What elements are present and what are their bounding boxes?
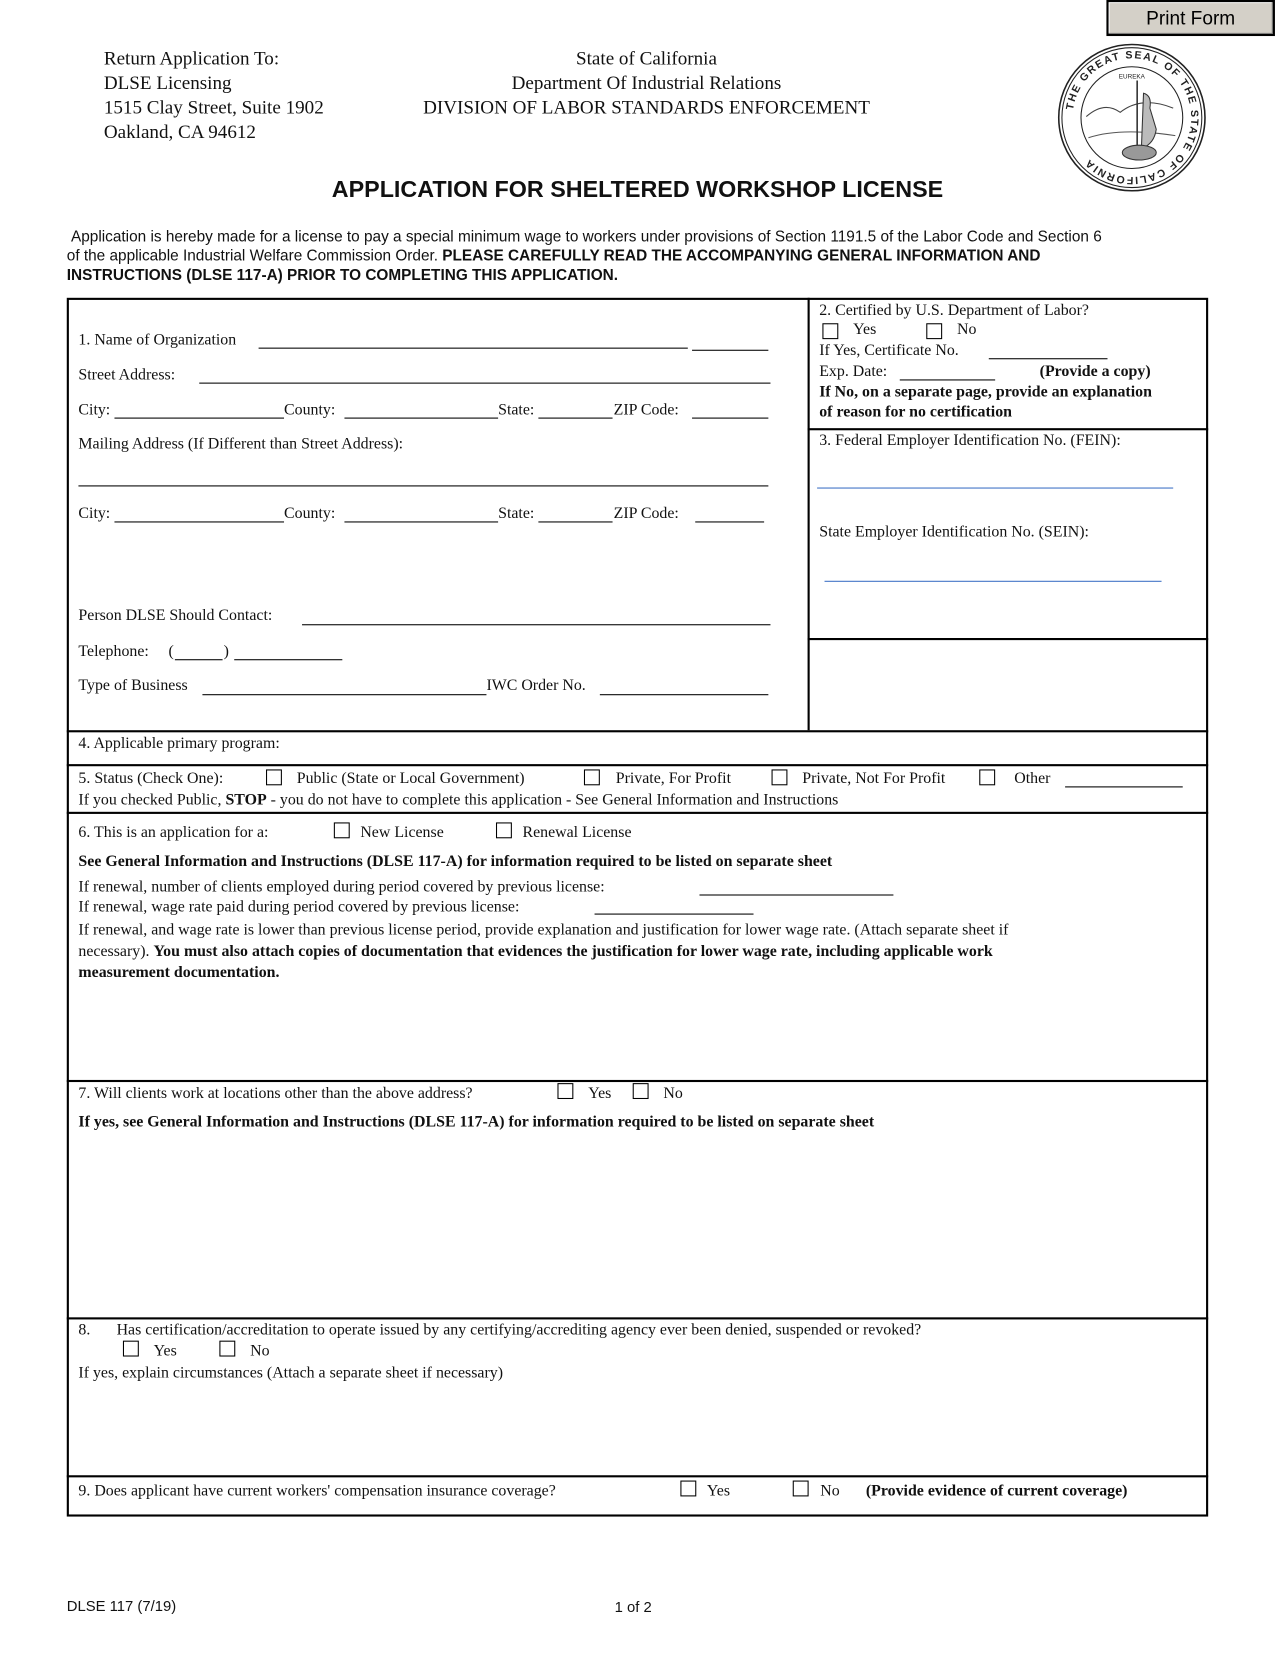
mailing-state-field[interactable] (538, 521, 612, 522)
status-other-label: Other (1014, 770, 1051, 788)
see-instructions-note: See General Information and Instructions (DLSE 117-A) for information required to be listed on separate sheet (78, 853, 833, 871)
lower-wage-explanation-field[interactable] (74, 986, 1200, 1075)
dol-no-label: No (956, 321, 977, 339)
agency-header (403, 47, 891, 120)
renewal-license-checkbox[interactable] (496, 822, 512, 838)
org-name-field[interactable] (259, 348, 688, 349)
note-part: If you checked Public, (78, 791, 226, 809)
divider (67, 730, 1208, 732)
iwc-order-field[interactable] (600, 694, 769, 695)
area-code-open: ( (168, 643, 174, 661)
divider (67, 1475, 1208, 1477)
lower-wage-note-1: If renewal, and wage rate is lower than previous license period, provide explanation and justification for lower wage rate. (Attach separate sheet if (78, 922, 1009, 939)
other-locations-question: 7. Will clients work at locations other than the above address? (78, 1085, 473, 1103)
status-other-field[interactable] (1065, 786, 1183, 787)
agency-line1: State of California (576, 47, 717, 69)
provide-copy-note: (Provide a copy) (1039, 363, 1151, 381)
street-address-label: Street Address: (78, 366, 176, 384)
public-stop-note (78, 792, 838, 810)
other-locations-yes-label: Yes (588, 1085, 612, 1103)
city-label: City: (78, 401, 111, 419)
accreditation-question: Has certification/accreditation to operate issued by any certifying/accrediting agency ever been denied, suspended or revoked? (116, 1321, 922, 1339)
area-code-close: ) (223, 643, 229, 661)
note-bold: You must also attach copies of documentation that evidences the justification for lower wage rate, including applicable work (153, 943, 993, 961)
zip-label: ZIP Code: (613, 401, 679, 419)
agency-line3: DIVISION OF LABOR STANDARDS ENFORCEMENT (423, 96, 870, 118)
accreditation-explain-label: If yes, explain circumstances (Attach a separate sheet if necessary) (78, 1365, 504, 1382)
page-number: 1 of 2 (614, 1598, 652, 1616)
status-profit-checkbox[interactable] (584, 769, 600, 785)
renewal-clients-label: If renewal, number of clients employed during period covered by previous license: (78, 878, 605, 896)
mailing-address-label: Mailing Address (If Different than Street Address): (78, 435, 404, 453)
mailing-zip-field[interactable] (695, 521, 764, 522)
intro-text (67, 228, 1102, 285)
renewal-wage-label: If renewal, wage rate paid during period covered by previous license: (78, 898, 520, 916)
workers-comp-no-label: No (820, 1482, 840, 1500)
accreditation-yes-label: Yes (153, 1342, 177, 1360)
mailing-city-label: City: (78, 505, 111, 523)
mailing-state-label: State: (498, 505, 535, 523)
workers-comp-note: (Provide evidence of current coverage) (865, 1482, 1128, 1500)
exp-date-label: Exp. Date: (819, 363, 888, 381)
county-field[interactable] (344, 418, 498, 419)
intro-line3: INSTRUCTIONS (DLSE 117-A) PRIOR TO COMPLETING THIS APPLICATION. (66, 267, 619, 285)
return-address (104, 47, 324, 145)
workers-comp-no-checkbox[interactable] (793, 1481, 809, 1497)
mailing-county-field[interactable] (344, 521, 498, 522)
accreditation-no-checkbox[interactable] (219, 1341, 235, 1357)
status-profit-label: Private, For Profit (615, 770, 731, 788)
cert-no-label: If Yes, Certificate No. (819, 342, 959, 360)
form-id: DLSE 117 (7/19) (66, 1597, 177, 1615)
workers-comp-yes-checkbox[interactable] (680, 1481, 696, 1497)
new-license-label: New License (360, 824, 444, 842)
california-seal-icon (1057, 42, 1207, 192)
return-line2: 1515 Clay Street, Suite 1902 (103, 96, 324, 118)
return-line3: Oakland, CA 94612 (103, 120, 256, 143)
contact-field[interactable] (302, 624, 770, 625)
application-type-label: 6. This is an application for a: (78, 824, 269, 842)
status-public-label: Public (State or Local Government) (296, 770, 525, 788)
other-locations-no-label: No (663, 1085, 683, 1103)
if-no-note-1: If No, on a separate page, provide an explanation (819, 383, 1152, 401)
page-title: APPLICATION FOR SHELTERED WORKSHOP LICENSE (331, 175, 944, 203)
print-form-button[interactable]: Print Form (1106, 0, 1275, 36)
column-divider (808, 298, 810, 730)
other-locations-yes-checkbox[interactable] (557, 1083, 573, 1099)
divider (808, 638, 1209, 640)
agency-line2: Department Of Industrial Relations (511, 72, 782, 94)
divider (67, 1317, 1208, 1319)
other-locations-no-checkbox[interactable] (633, 1083, 649, 1099)
other-locations-note: If yes, see General Information and Instructions (DLSE 117-A) for information required to be listed on separate sheet (78, 1113, 875, 1131)
divider (67, 764, 1208, 766)
divider (808, 428, 1209, 430)
mailing-address-field[interactable] (78, 485, 768, 486)
zip-field[interactable] (692, 418, 768, 419)
primary-program-label: 4. Applicable primary program: (78, 735, 280, 753)
status-label: 5. Status (Check One): (78, 770, 224, 788)
return-heading: Return Application To: (103, 47, 280, 69)
mailing-city-field[interactable] (114, 521, 284, 522)
dol-cert-question: 2. Certified by U.S. Department of Labor? (819, 302, 1089, 319)
workers-comp-yes-label: Yes (706, 1482, 731, 1500)
contact-label: Person DLSE Should Contact: (78, 607, 273, 625)
street-address-field[interactable] (199, 383, 770, 384)
divider (67, 812, 1208, 814)
workers-comp-question: 9. Does applicant have current workers' compensation insurance coverage? (78, 1482, 556, 1500)
dol-no-checkbox[interactable] (926, 323, 942, 339)
lower-wage-note-2 (78, 943, 992, 961)
renewal-wage-field[interactable] (595, 914, 754, 915)
business-type-field[interactable] (202, 694, 486, 695)
intro-line2-bold: PLEASE CAREFULLY READ THE ACCOMPANYING GENERAL INFORMATION AND (442, 247, 1041, 265)
area-code-field[interactable] (175, 659, 223, 660)
section-8-number: 8. (78, 1321, 91, 1339)
org-name-field-extra[interactable] (692, 350, 768, 351)
mailing-zip-label: ZIP Code: (613, 505, 679, 523)
telephone-label: Telephone: (78, 643, 149, 661)
accreditation-no-label: No (250, 1342, 270, 1360)
status-nonprofit-label: Private, Not For Profit (802, 770, 946, 788)
if-no-note-2: of reason for no certification (819, 403, 1013, 421)
renewal-license-label: Renewal License (522, 824, 632, 842)
stop-text: STOP (225, 791, 267, 809)
city-field[interactable] (114, 418, 284, 419)
iwc-order-label: IWC Order No. (486, 677, 586, 695)
org-name-label: 1. Name of Organization (78, 331, 237, 349)
fein-label: 3. Federal Employer Identification No. (FEIN): (819, 432, 1121, 450)
intro-line2 (67, 247, 1102, 266)
renewal-clients-field[interactable] (699, 894, 893, 895)
intro-line1: Application is hereby made for a license to pay a special minimum wage to workers under provisions of Section 1191.5 of the Labor Code and Section 6 (71, 228, 1102, 246)
status-nonprofit-checkbox[interactable] (772, 769, 788, 785)
exp-date-field[interactable] (900, 379, 995, 380)
note-part: necessary). (78, 943, 154, 961)
sein-label: State Employer Identification No. (SEIN): (819, 523, 1089, 541)
dol-yes-checkbox[interactable] (822, 323, 838, 339)
state-field[interactable] (538, 418, 612, 419)
cert-no-field[interactable] (989, 358, 1108, 359)
status-other-checkbox[interactable] (979, 769, 995, 785)
sein-field[interactable] (825, 581, 1162, 582)
accreditation-yes-checkbox[interactable] (123, 1341, 139, 1357)
svg-text:THE GREAT SEAL OF THE STATE OF: THE GREAT SEAL OF THE STATE OF CALIFORNIA (1064, 49, 1201, 187)
dol-yes-label: Yes (853, 321, 877, 339)
state-label: State: (498, 401, 535, 419)
new-license-checkbox[interactable] (334, 822, 350, 838)
divider (67, 1080, 1208, 1082)
county-label: County: (284, 401, 336, 419)
status-public-checkbox[interactable] (266, 769, 282, 785)
business-type-label: Type of Business (78, 677, 188, 695)
note-part: - you do not have to complete this application - See General Information and Instructions (266, 791, 839, 809)
return-line1: DLSE Licensing (103, 72, 232, 94)
lower-wage-note-3: measurement documentation. (78, 964, 280, 982)
intro-line2-normal: of the applicable Industrial Welfare Commission Order. (66, 247, 443, 265)
fein-field[interactable] (817, 488, 1173, 489)
mailing-county-label: County: (284, 505, 336, 523)
svg-text:EUREKA: EUREKA (1118, 73, 1145, 81)
telephone-field[interactable] (234, 659, 342, 660)
